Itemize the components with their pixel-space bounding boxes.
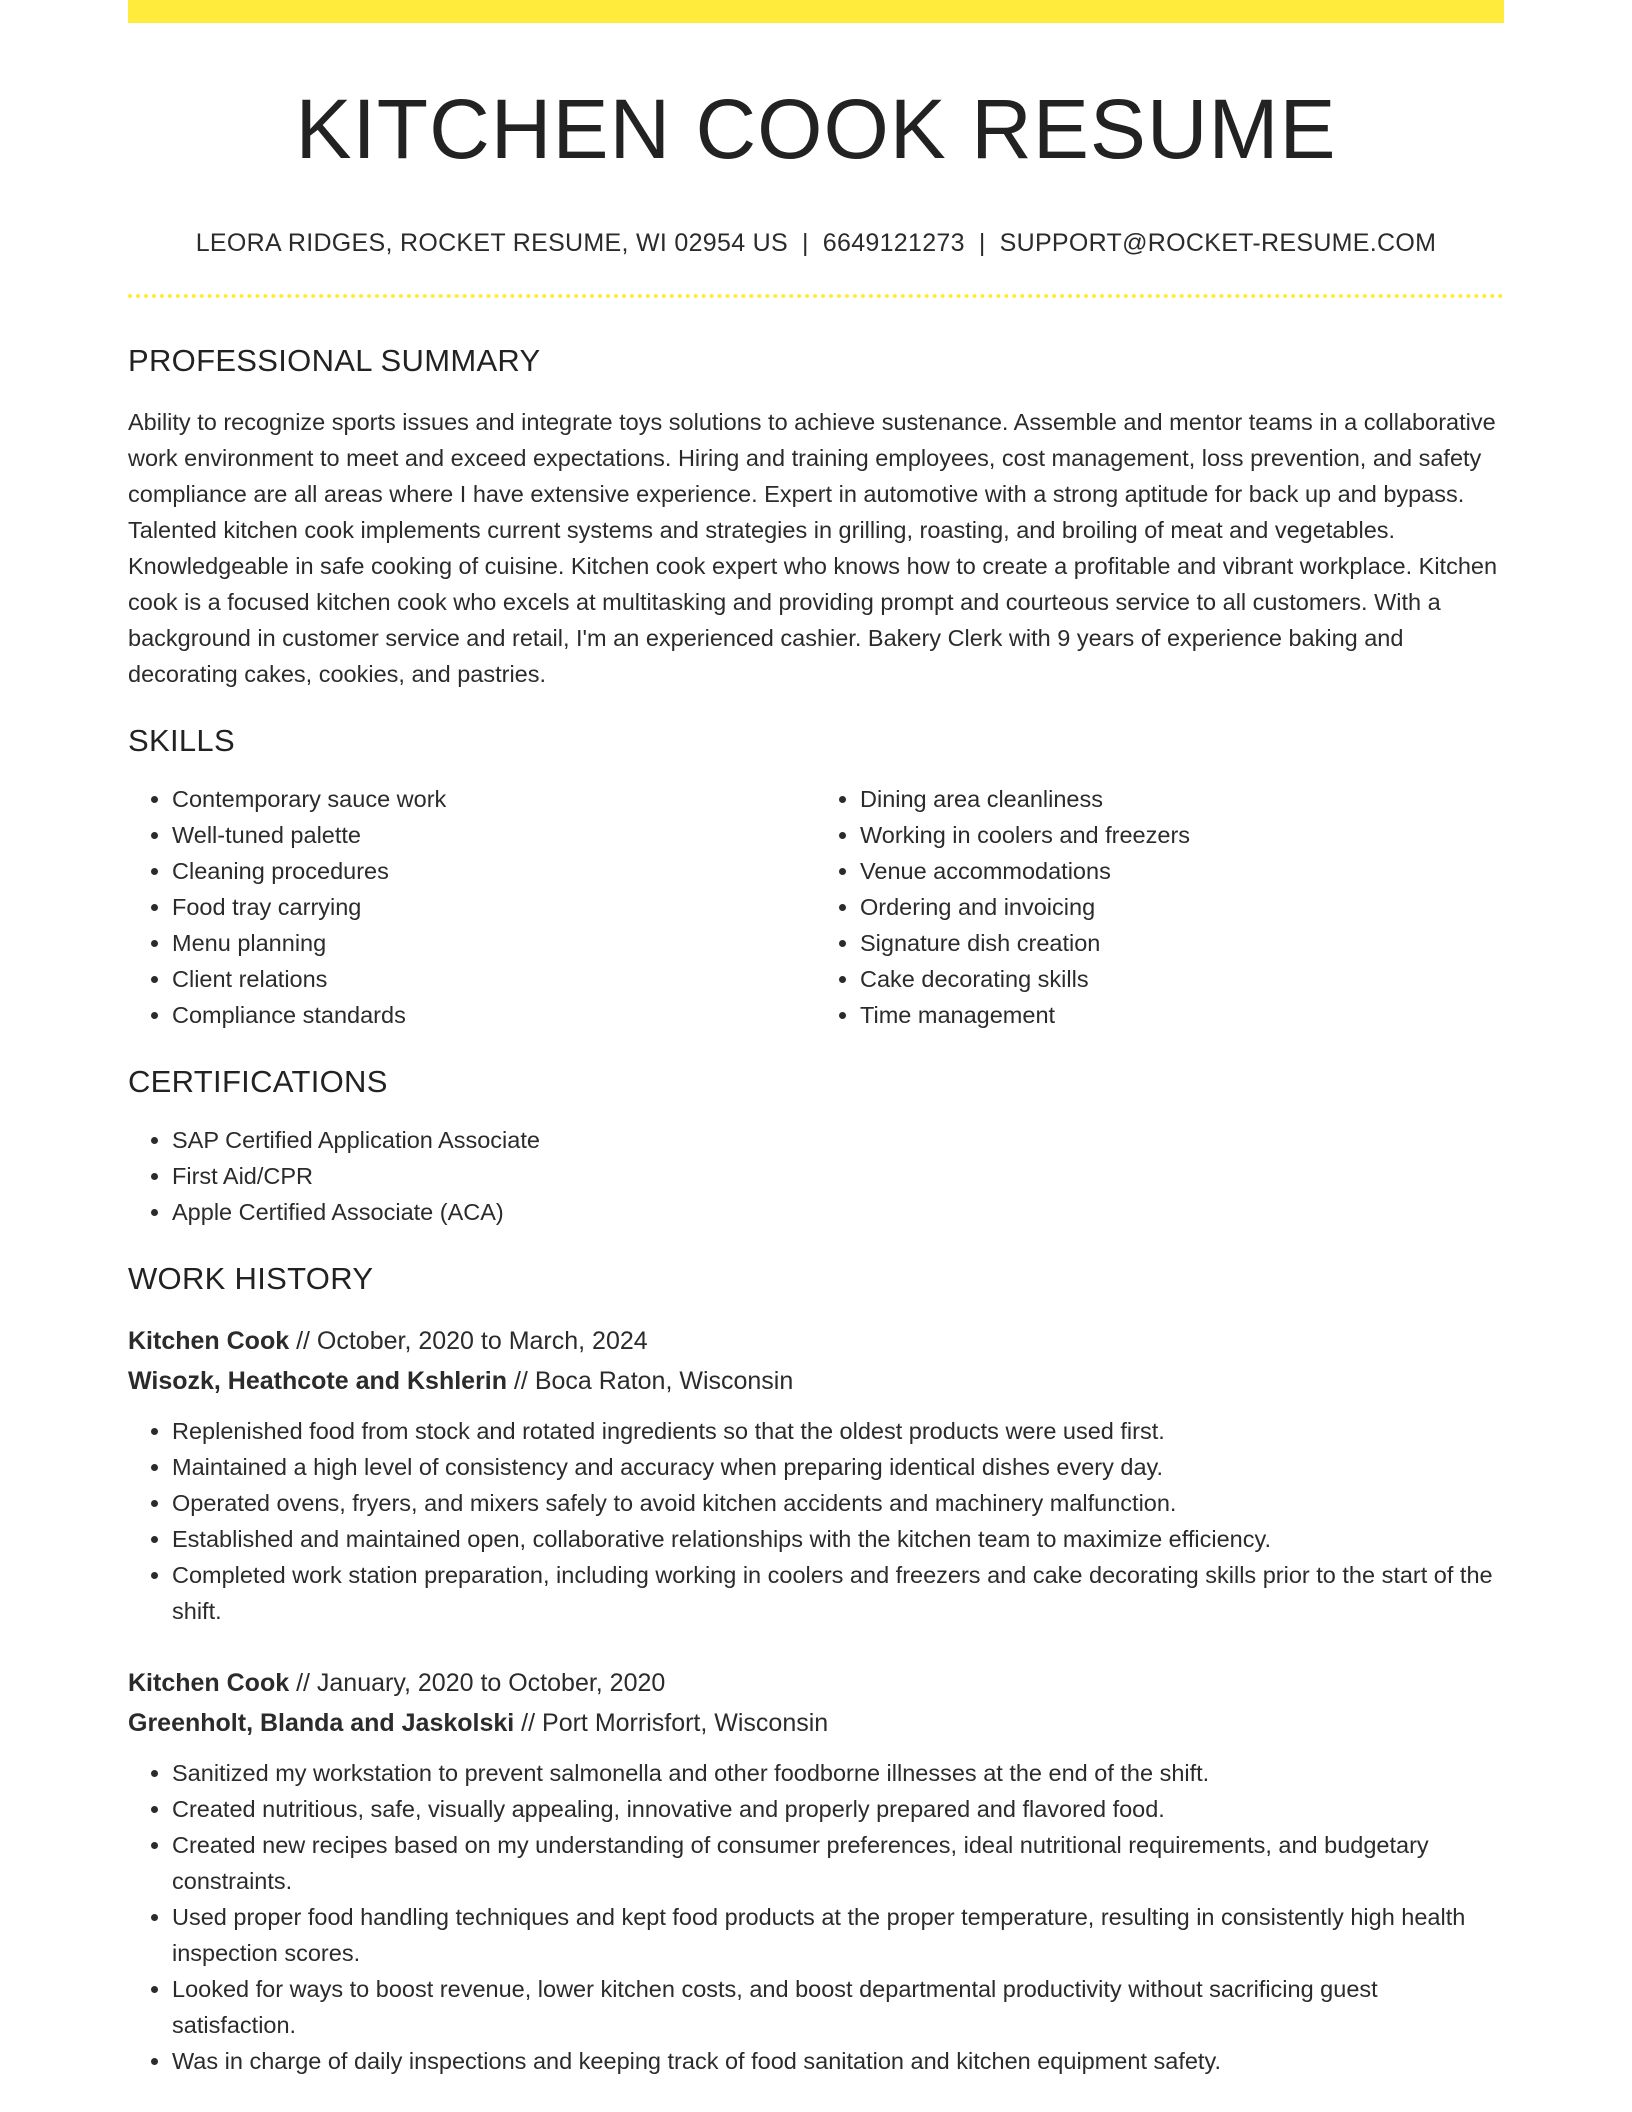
job-bullets — [128, 1755, 1504, 2079]
contact-phone: 6649121273 — [822, 229, 965, 258]
job-bullet: • Created new recipes based on my understanding of consumer preferences, ideal nutritional requirements, and budgetary constraints. — [172, 1827, 1504, 1899]
skill-item: • Well-tuned palette — [172, 817, 816, 853]
job-bullet: • Maintained a high level of consistency and accuracy when preparing identical dishes every day. — [172, 1449, 1504, 1485]
skill-item: • Food tray carrying — [172, 889, 816, 925]
skill-item: • Compliance standards — [172, 997, 816, 1033]
job-bullet: • Created nutritious, safe, visually appealing, innovative and properly prepared and flavored food. — [172, 1791, 1504, 1827]
skill-item: • Signature dish creation — [860, 925, 1504, 961]
job-dates: // January, 2020 to October, 2020 — [289, 1669, 666, 1698]
skills-column-right — [816, 781, 1504, 1033]
job-bullet: • Sanitized my workstation to prevent salmonella and other foodborne illnesses at the end of the shift. — [172, 1755, 1504, 1791]
skills-list-right — [816, 781, 1504, 1033]
skill-item: • Cleaning procedures — [172, 853, 816, 889]
accent-top-bar — [128, 0, 1504, 23]
job-title: Kitchen Cook — [128, 1327, 290, 1356]
skill-item: • Menu planning — [172, 925, 816, 961]
certifications-heading: CERTIFICATIONS — [128, 1063, 388, 1099]
job-bullet: • Replenished food from stock and rotated ingredients so that the oldest products were used first. — [172, 1413, 1504, 1449]
skill-item: • Time management — [860, 997, 1504, 1033]
contact-separator: | — [978, 229, 986, 258]
certifications-section — [128, 1063, 1504, 1230]
job-bullets — [128, 1413, 1504, 1629]
work-history-section — [128, 1260, 1504, 2079]
skill-item: • Client relations — [172, 961, 816, 997]
skills-section — [128, 722, 1504, 1033]
job-location: // Boca Raton, Wisconsin — [507, 1367, 794, 1396]
job-title-line — [128, 1663, 1504, 1703]
contact-separator: | — [801, 229, 809, 258]
job-entry — [128, 1663, 1504, 2079]
summary-heading: PROFESSIONAL SUMMARY — [128, 343, 541, 379]
contact-email: SUPPORT@ROCKET-RESUME.COM — [999, 229, 1437, 258]
job-bullet: • Completed work station preparation, including working in coolers and freezers and cake decorating skills prior to the start of the shift. — [172, 1557, 1504, 1629]
skills-list-left — [128, 781, 816, 1033]
contact-line — [128, 231, 1504, 256]
skills-column-left — [128, 781, 816, 1033]
summary-text: Ability to recognize sports issues and integrate toys solutions to achieve sustenance. Assemble and mentor teams in a collaborative work environment to meet and exceed expectations. Hiring and training employees, cost management, loss prevention, and safety compliance are all areas where I have extensive experience. Expert in automotive with a strong aptitude for back up and bypass. Talented kitchen cook implements current systems and strategies in grilling, roasting, and broiling of meat and vegetables. Knowledgeable in safe cooking of cuisine. Kitchen cook expert who knows how to create a profitable and vibrant workplace. Kitchen cook is a focused kitchen cook who excels at multitasking and providing prompt and courteous service to all customers. With a background in customer service and retail, I'm an experienced cashier. Bakery Clerk with 9 years of experience baking and decorating cakes, cookies, and pastries. — [128, 408, 1498, 687]
skill-item: • Working in coolers and freezers — [860, 817, 1504, 853]
skill-item: • Cake decorating skills — [860, 961, 1504, 997]
job-company: Greenholt, Blanda and Jaskolski — [128, 1709, 515, 1738]
skill-item: • Ordering and invoicing — [860, 889, 1504, 925]
skills-grid — [128, 781, 1504, 1033]
work-history-heading: WORK HISTORY — [128, 1260, 374, 1296]
resume-title: KITCHEN COOK RESUME — [295, 82, 1337, 176]
job-title: Kitchen Cook — [128, 1669, 290, 1698]
job-bullet: • Used proper food handling techniques and kept food products at the proper temperature, resulting in consistently high health inspection scores. — [172, 1899, 1504, 1971]
certifications-list — [128, 1122, 1504, 1230]
resume-page — [128, 0, 1504, 2112]
job-company-line — [128, 1361, 1504, 1401]
job-location: // Port Morrisfort, Wisconsin — [514, 1709, 829, 1738]
job-bullet: • Looked for ways to boost revenue, lower kitchen costs, and boost departmental productivity without sacrificing guest satisfaction. — [172, 1971, 1504, 2043]
certification-item: • Apple Certified Associate (ACA) — [172, 1194, 1504, 1230]
job-title-line — [128, 1321, 1504, 1361]
job-bullet: • Operated ovens, fryers, and mixers safely to avoid kitchen accidents and machinery malfunction. — [172, 1485, 1504, 1521]
contact-address: LEORA RIDGES, ROCKET RESUME, WI 02954 US — [195, 229, 788, 258]
job-company-line — [128, 1703, 1504, 1743]
certification-item: • First Aid/CPR — [172, 1158, 1504, 1194]
dotted-divider — [128, 294, 1504, 298]
skill-item: • Venue accommodations — [860, 853, 1504, 889]
job-bullet: • Established and maintained open, collaborative relationships with the kitchen team to maximize efficiency. — [172, 1521, 1504, 1557]
job-entry — [128, 1321, 1504, 1629]
skill-item: • Contemporary sauce work — [172, 781, 816, 817]
certification-item: • SAP Certified Application Associate — [172, 1122, 1504, 1158]
job-dates: // October, 2020 to March, 2024 — [289, 1327, 648, 1356]
summary-section — [128, 342, 1504, 691]
skill-item: • Dining area cleanliness — [860, 781, 1504, 817]
job-company: Wisozk, Heathcote and Kshlerin — [128, 1367, 508, 1396]
skills-heading: SKILLS — [128, 722, 235, 758]
job-bullet: • Was in charge of daily inspections and keeping track of food sanitation and kitchen equipment safety. — [172, 2043, 1504, 2079]
